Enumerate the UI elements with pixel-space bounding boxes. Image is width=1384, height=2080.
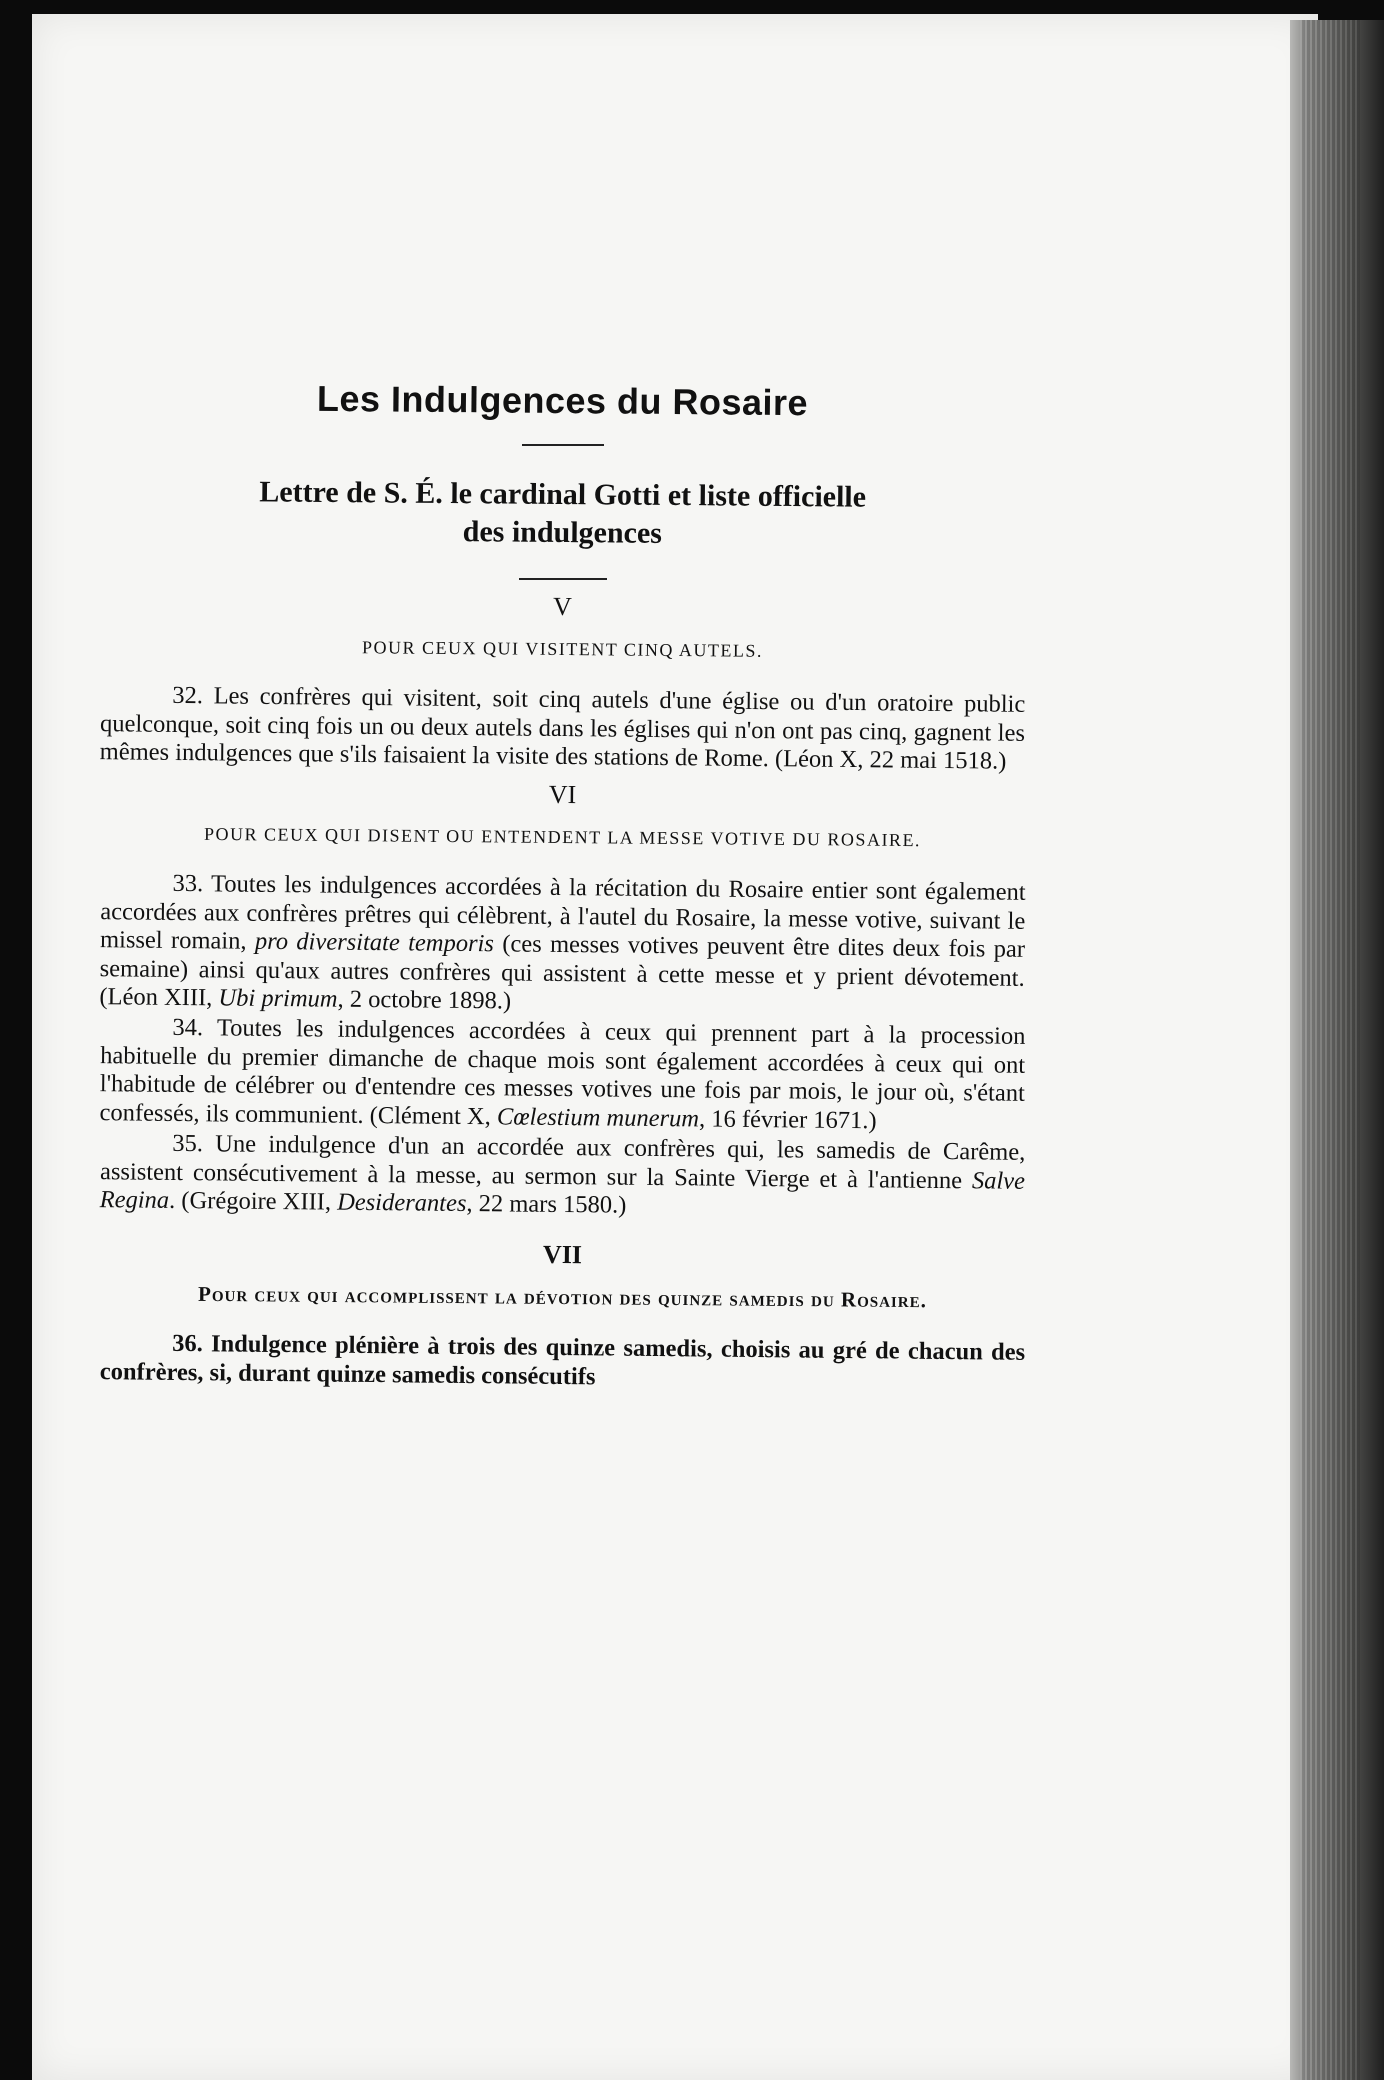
subtitle: [100, 472, 1026, 556]
paragraph-33-part-b: (ces messes votives peuvent être dites deux fois par semaine) ainsi qu'aux autres confrères qui assistent à cette messe et y prient dévotement. (Léon XIII,: [99, 929, 1026, 1011]
paragraph-35-italic-a: Salve Regina: [99, 1166, 1026, 1214]
paragraph-35-italic-b: Desiderantes: [337, 1188, 467, 1217]
paragraph-34: [99, 1013, 1025, 1137]
section-number-vii: VII: [542, 1239, 583, 1269]
page-title: Les Indulgences du Rosaire: [316, 377, 809, 424]
subtitle-line-1: Lettre de S. É. le cardinal Gotti et liste officielle: [259, 475, 867, 514]
section-heading-vii: Pour ceux qui accomplissent la dévotion des quinze samedis du Rosaire.: [197, 1281, 928, 1312]
page-stack-lines: [1300, 20, 1360, 2080]
paragraph-34-italic-a: Cœlestium munerum: [496, 1102, 700, 1132]
subtitle-rule: [519, 578, 607, 580]
paragraph-33-italic-a: pro diversitate temporis: [254, 927, 495, 957]
paragraph-35: [100, 1129, 1026, 1224]
paragraph-34-part-a: 34. Toutes les indulgences accordées à ceux qui prennent part à la procession habituelle du premier dimanche de chaque mois sont également accordées à ceux qui ont l'habitude de célébrer ou d'entendre ces messes votives une fois par mois, le jour où, s'étant confessés, ils communient. (Clément X,: [99, 1013, 1026, 1130]
paragraph-35-part-c: , 22 mars 1580.): [466, 1189, 627, 1219]
title-rule: [522, 444, 604, 446]
section-number-vi: VI: [548, 779, 577, 809]
section-number-v: V: [552, 591, 573, 622]
paragraph-33: [99, 869, 1025, 1021]
page-content: [99, 377, 1026, 1393]
paragraph-32: 32. Les confrères qui visitent, soit cinq autels d'une église ou d'un oratoire public quelconque, soit cinq fois un ou deux autels dans les églises qui n'on ont pas cinq, gagnent les mêmes indulgences que s'ils faisaient la visite des stations de Rome. (Léon X, 22 mai 1518.): [99, 681, 1026, 775]
paragraph-33-part-c: , 2 octobre 1898.): [337, 985, 512, 1014]
subtitle-line-2: des indulgences: [462, 515, 663, 550]
paragraph-33-part-a: 33. Toutes les indulgences accordées à la récitation du Rosaire entier sont également accordées aux confrères prêtres qui célèbrent, à l'autel du Rosaire, la messe votive, suivant le missel romain,: [99, 869, 1026, 955]
paragraph-33-italic-b: Ubi primum: [218, 983, 338, 1013]
paragraph-35-part-b: . (Grégoire XIII,: [168, 1186, 338, 1216]
section-heading-v: POUR CEUX QUI VISITENT CINQ AUTELS.: [361, 637, 764, 661]
paragraph-36: 36. Indulgence plénière à trois des quinze samedis, choisis au gré de chacun des confrères, si, durant quinze samedis consécutifs: [99, 1329, 1026, 1390]
section-heading-vi: POUR CEUX QUI DISENT OU ENTENDENT LA MESSE VOTIVE DU ROSAIRE.: [203, 823, 922, 850]
paragraph-34-part-b: , 16 février 1671.): [698, 1104, 877, 1134]
paragraph-35-part-a: 35. Une indulgence d'un an accordée aux confrères qui, les samedis de Carême, assistent consécutivement à la messe, au sermon sur la Sainte Vierge et à l'antienne: [99, 1129, 1026, 1194]
